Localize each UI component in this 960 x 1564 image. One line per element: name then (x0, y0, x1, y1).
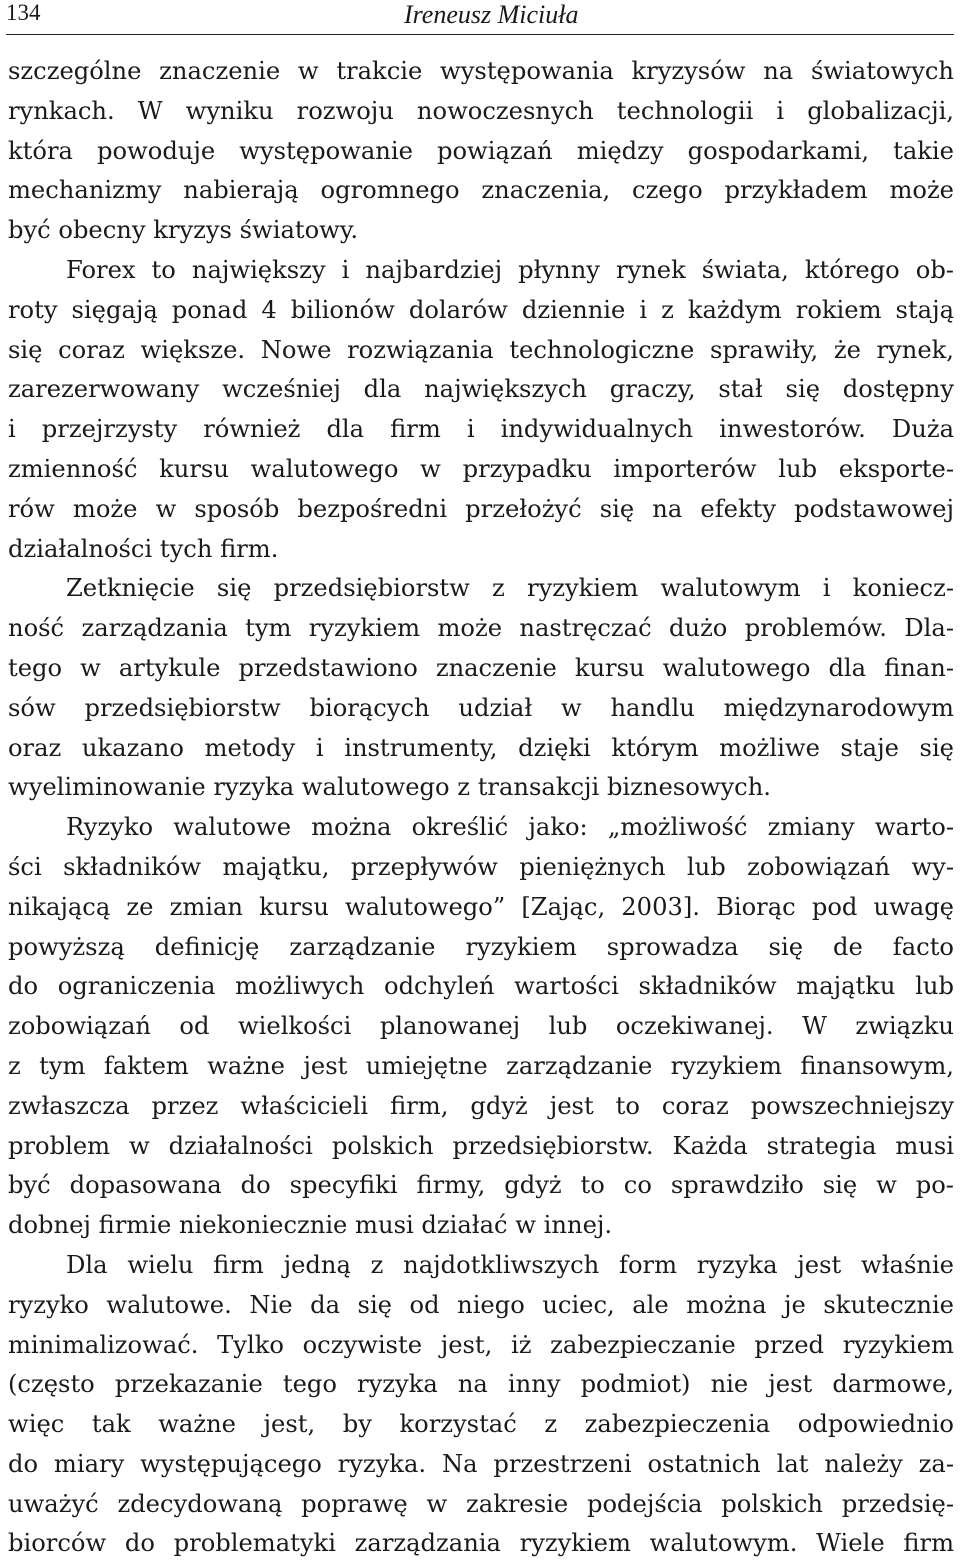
text-line: do miary występującego ryzyka. Na przestrzeni ostatnich lat należy za- (8, 1449, 954, 1478)
text-line: (często przekazanie tego ryzyka na inny podmiot) nie jest darmowe, (8, 1370, 954, 1399)
text-line: zmienność kursu walutowego w przypadku importerów lub eksporte- (8, 454, 954, 483)
text-line: zarezerwowany wcześniej dla największych graczy, stał się dostępny (8, 375, 954, 404)
text-line: ryzyko walutowe. Nie da się od niego uciec, ale można je skutecznie (8, 1290, 954, 1319)
page-header (6, 0, 954, 35)
text-line: biorców do problematyki zarządzania ryzykiem walutowym. Wiele firm (8, 1529, 954, 1558)
text-line: mechanizmy nabierają ogromnego znaczenia, czego przykładem może (8, 176, 954, 205)
body-text (8, 52, 954, 1564)
text-line: nikającą ze zmian kursu walutowego” [Zając, 2003]. Biorąc pod uwagę (8, 892, 954, 921)
text-line: zobowiązań od wielkości planowanej lub oczekiwanej. W związku (8, 1012, 954, 1041)
text-line: rynkach. W wyniku rozwoju nowoczesnych technologii i globalizacji, (8, 96, 954, 125)
text-line: i przejrzysty również dla firm i indywidualnych inwestorów. Duża (8, 415, 954, 444)
page-number: 134 (6, 0, 41, 25)
text-line: być dopasowana do specyfiki firmy, gdyż to co sprawdziło się w po- (8, 1171, 954, 1200)
paragraph-first-line: Dla wielu firm jedną z najdotkliwszych form ryzyka jest właśnie (66, 1250, 954, 1279)
paragraph-first-line: Ryzyko walutowe można określić jako: „możliwość zmiany warto- (66, 813, 954, 842)
text-line: powyższą definicję zarządzanie ryzykiem sprowadza się de facto (8, 932, 954, 961)
text-line: roty sięgają ponad 4 bilionów dolarów dziennie i z każdym rokiem stają (8, 295, 954, 324)
text-line: ści składników majątku, przepływów pieniężnych lub zobowiązań wy- (8, 852, 954, 881)
text-line: zwłaszcza przez właścicieli firm, gdyż jest to coraz powszechniejszy (8, 1091, 954, 1120)
text-line: wyeliminowanie ryzyka walutowego z transakcji biznesowych. (8, 773, 771, 802)
text-line: działalności tych firm. (8, 534, 279, 563)
text-line: do ograniczenia możliwych odchyleń wartości składników majątku lub (8, 972, 954, 1001)
text-line: szczególne znaczenie w trakcie występowania kryzysów na światowych (8, 57, 954, 85)
text-line: więc tak ważne jest, by korzystać z zabezpieczenia odpowiednio (8, 1410, 954, 1439)
text-line: być obecny kryzys światowy. (8, 216, 359, 245)
text-line: która powoduje występowanie powiązań między gospodarkami, takie (8, 136, 954, 165)
text-line: się coraz większe. Nowe rozwiązania technologiczne sprawiły, że rynek, (8, 335, 954, 364)
text-line: rów może w sposób bezpośredni przełożyć się na efekty podstawowej (8, 494, 954, 523)
text-line: problem w działalności polskich przedsiębiorstw. Każda strategia musi (8, 1131, 954, 1160)
text-line: uważyć zdecydowaną poprawę w zakresie podejścia polskich przedsię- (8, 1489, 954, 1518)
text-line: dobnej firmie niekoniecznie musi działać w innej. (8, 1211, 613, 1240)
text-line: minimalizować. Tylko oczywiste jest, iż zabezpieczanie przed ryzykiem (8, 1330, 954, 1359)
text-line: sów przedsiębiorstw biorących udział w handlu międzynarodowym (8, 693, 954, 722)
running-head-author: Ireneusz Miciuła (404, 0, 579, 29)
paragraph-first-line: Forex to największy i najbardziej płynny rynek świata, którego ob- (66, 255, 954, 284)
text-line: ność zarządzania tym ryzykiem może nastręczać dużo problemów. Dla- (8, 614, 954, 643)
text-line: oraz ukazano metody i instrumenty, dzięki którym możliwe staje się (8, 733, 954, 762)
paragraph-first-line: Zetknięcie się przedsiębiorstw z ryzykiem walutowym i koniecz- (66, 574, 954, 603)
text-line: z tym faktem ważne jest umiejętne zarządzanie ryzykiem finansowym, (8, 1051, 954, 1080)
text-line: tego w artykule przedstawiono znaczenie kursu walutowego dla finan- (8, 653, 954, 682)
